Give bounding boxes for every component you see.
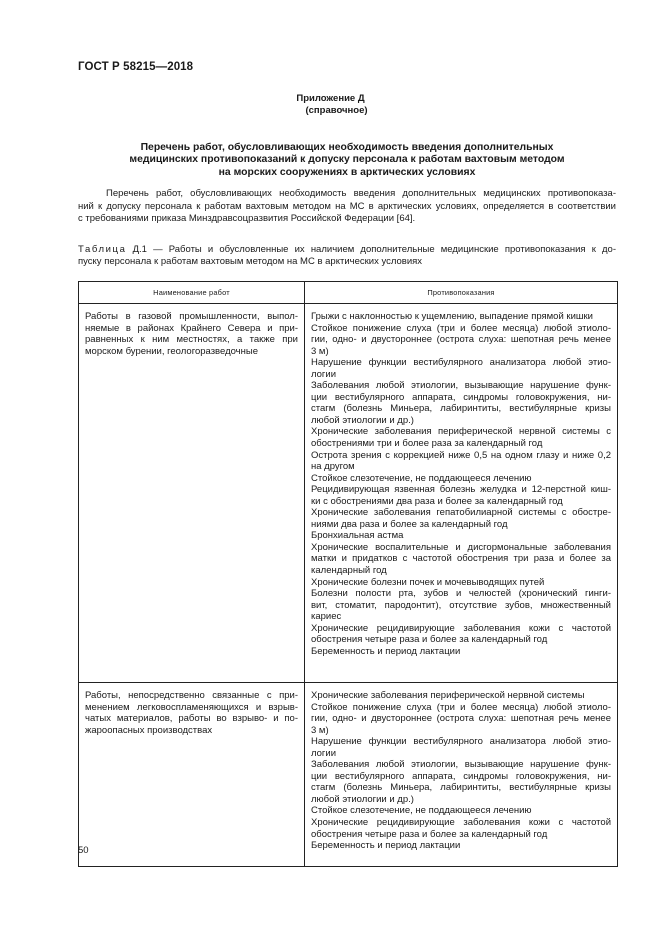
- contraindications-table: [78, 281, 618, 867]
- document-id: ГОСТ Р 58215—2018: [78, 61, 194, 73]
- work-line: жароопасных производствах: [85, 724, 213, 736]
- section-title-line: медицинских противопоказаний к допуску персонала к работам вахтовым методом: [129, 154, 565, 166]
- intro-line: с требованиями приказа Минздравсоцразвития Российской Федерации [64].: [78, 213, 416, 225]
- page-number: 50: [78, 845, 89, 856]
- contra-line: любой этиологии и др.): [311, 414, 414, 426]
- contra-line: гии, одно- и двустороннее (острота слуха: шепотная речь менее: [311, 334, 611, 346]
- table-caption-line: пуску персонала к работам вахтовым методом на МС в арктических условиях: [78, 256, 423, 268]
- contra-line: Грыжи с наклонностью к ущемлению, выпадение прямой кишки: [311, 311, 593, 322]
- work-cell: [79, 683, 305, 867]
- table-caption-label: Таблица: [78, 244, 127, 255]
- contra-line: Беременность и период лактации: [311, 840, 461, 852]
- appendix-title: Приложение Д: [296, 93, 365, 104]
- contra-line: 3 м): [311, 724, 329, 736]
- work-line: Работы, непосредственно связанные с при-: [85, 690, 298, 701]
- section-title-line: на морских сооружениях в арктических условиях: [218, 166, 476, 178]
- contraindications-cell: [305, 304, 618, 683]
- contra-line: матки и придатков с частотой обострения три раза и более за: [311, 553, 611, 565]
- contra-line: Стойкое слезотечение, не поддающееся лечению: [311, 805, 532, 817]
- work-cell: [79, 304, 305, 683]
- contra-line: стагм (болезнь Миньера, лабиринтиты, вестибулярные кризы: [311, 782, 611, 794]
- contra-line: Бронхиальная астма: [311, 530, 404, 542]
- intro-line: ний к допуску персонала к работам вахтовым методом на МС в арктических условиях, определяется в соответствии: [78, 200, 616, 212]
- contra-line: Рецидивирующая язвенная болезнь желудка и 12-перстной киш-: [311, 484, 611, 496]
- contra-line: Стойкое понижение слуха (три и более месяца) любой этиоло-: [311, 322, 611, 334]
- contra-line: обострения четыре раза и более за календарный год: [311, 828, 548, 840]
- column-header-work: Наименование работ: [79, 282, 305, 304]
- contra-line: ции вестибулярного аппарата, синдромы головокружения, ни-: [311, 770, 611, 782]
- contra-line: Стойкое понижение слуха (три и более месяца) любой этиоло-: [311, 701, 611, 713]
- intro-paragraph: [78, 188, 616, 226]
- contra-line: Хронические заболевания периферической нервной системы с: [311, 426, 611, 438]
- contra-line: обострения четыре раза и более за календарный год: [311, 634, 548, 646]
- contra-line: Хронические болезни почек и мочевыводящих путей: [311, 576, 545, 588]
- contra-line: Хронические заболевания гепатобилиарной системы с обостре-: [311, 507, 611, 519]
- table-caption-text: Д.1 — Работы и обусловленные их наличием дополнительные медицинские противопоказания к до-: [126, 244, 616, 255]
- contra-line: Хронические заболевания периферической нервной системы: [311, 690, 585, 701]
- contra-line: Нарушение функции вестибулярного анализатора любой этио-: [311, 357, 611, 369]
- contra-line: ниями два раза и более за календарный год: [311, 518, 508, 530]
- contra-line: вит, стоматит, пародонтит), отсутствие зубов, множественный: [311, 599, 611, 611]
- work-line: менением легковоспламеняющихся и взрыв-: [85, 701, 298, 713]
- appendix-subtitle: (справочное): [305, 104, 368, 116]
- contra-line: Беременность и период лактации: [311, 645, 461, 657]
- contra-line: логии: [311, 747, 337, 759]
- table-row: [79, 304, 618, 683]
- section-title-line: Перечень работ, обусловливающих необходимость введения дополнительных: [140, 142, 554, 153]
- contra-line: Стойкое слезотечение, не поддающееся лечению: [311, 472, 532, 484]
- table-row: [79, 683, 618, 867]
- work-line: Работы в газовой промышленности, выпол-: [85, 311, 298, 322]
- table-caption-line: [78, 244, 616, 256]
- work-line: чатых материалов, работы во взрыво- и по-: [85, 713, 298, 725]
- contra-line: Заболевания любой этиологии, вызывающие нарушение функ-: [311, 759, 611, 771]
- contra-line: Хронические воспалительные и дисгормональные заболевания: [311, 541, 611, 553]
- contra-line: ки с обострениями два раза и более за календарный год: [311, 495, 563, 507]
- contra-line: календарный год: [311, 565, 387, 577]
- work-line: морском бурении, геологоразведочные: [85, 345, 258, 357]
- contra-line: Хронические рецидивирующие заболевания кожи с частотой: [311, 817, 611, 829]
- column-header-contraindications: Противопоказания: [305, 282, 618, 304]
- contra-line: Заболевания любой этиологии, вызывающие нарушение функ-: [311, 380, 611, 392]
- work-line: няемые в районах Крайнего Севера и при-: [85, 322, 298, 334]
- contra-line: Острота зрения с коррекцией ниже 0,5 на одном глазу и ниже 0,2: [311, 449, 611, 461]
- contra-line: на другом: [311, 461, 355, 473]
- section-title: [78, 142, 616, 179]
- contra-line: любой этиологии и др.): [311, 793, 414, 805]
- intro-line: Перечень работ, обусловливающих необходимость введения дополнительных медицинских противопоказа-: [106, 188, 616, 199]
- contra-line: Хронические рецидивирующие заболевания кожи с частотой: [311, 622, 611, 634]
- table-caption: [78, 244, 616, 269]
- work-line: равненных к ним местностях, а также при: [85, 334, 298, 346]
- appendix-heading: [0, 93, 661, 116]
- table-header-row: [79, 282, 618, 304]
- contra-line: 3 м): [311, 345, 329, 357]
- contra-line: логии: [311, 368, 337, 380]
- contra-line: кариес: [311, 611, 342, 623]
- contra-line: Нарушение функции вестибулярного анализатора любой этио-: [311, 736, 611, 748]
- contraindications-cell: [305, 683, 618, 867]
- contra-line: стагм (болезнь Миньера, лабиринтиты, вестибулярные кризы: [311, 403, 611, 415]
- contra-line: ции вестибулярного аппарата, синдромы головокружения, ни-: [311, 391, 611, 403]
- contra-line: обострениями три и более раза за календарный год: [311, 438, 543, 450]
- contra-line: гии, одно- и двустороннее (острота слуха: шепотная речь менее: [311, 713, 611, 725]
- contra-line: Болезни полости рта, зубов и челюстей (хронический гинги-: [311, 588, 611, 600]
